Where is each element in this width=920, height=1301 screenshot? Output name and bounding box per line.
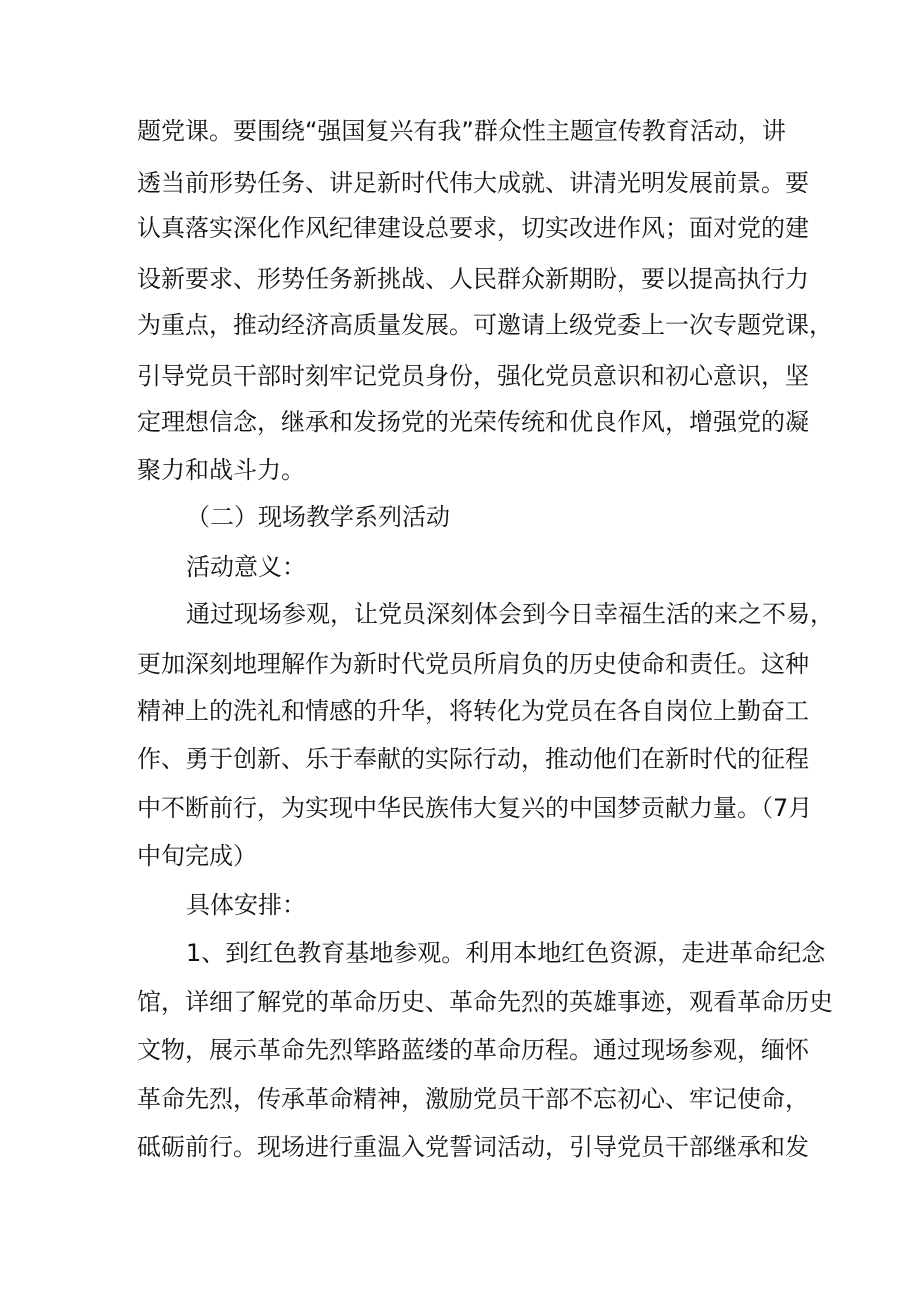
- section-heading: （二）现场教学系列活动: [186, 503, 450, 531]
- paragraph-line: 聚力和战斗力。: [137, 456, 305, 484]
- paragraph-line: 馆，详细了解党的革命历史、革命先烈的英雄事迹，观看革命历史: [137, 988, 833, 1016]
- paragraph-line: 1、到红色教育基地参观。利用本地红色资源，走进革命纪念: [186, 939, 826, 967]
- paragraph-line: 中不断前行，为实现中华民族伟大复兴的中国梦贡献力量。（7月: [137, 794, 813, 822]
- paragraph-line: 通过现场参观，让党员深刻体会到今日幸福生活的来之不易，: [186, 600, 834, 628]
- subheading-arrangement: 具体安排：: [186, 891, 306, 919]
- paragraph-line: 砥砺前行。现场进行重温入党誓词活动，引导党员干部继承和发: [137, 1133, 809, 1161]
- paragraph-line: 定理想信念，继承和发扬党的光荣传统和优良作风，增强党的凝: [137, 408, 809, 436]
- paragraph-line: 更加深刻地理解作为新时代党员所肩负的历史使命和责任。这种: [137, 650, 809, 678]
- paragraph-line: 作、勇于创新、乐于奉献的实际行动，推动他们在新时代的征程: [137, 745, 809, 773]
- paragraph-line: 题党课。要围绕“强国复兴有我”群众性主题宣传教育活动，讲: [137, 117, 786, 145]
- paragraph-line: 革命先烈，传承革命精神，激励党员干部不忘初心、牢记使命，: [137, 1085, 809, 1113]
- paragraph-line: 引导党员干部时刻牢记党员身份，强化党员意识和初心意识，坚: [137, 362, 809, 390]
- paragraph-line: 设新要求、形势任务新挑战、人民群众新期盼，要以提高执行力: [137, 265, 809, 293]
- paragraph-line: 文物，展示革命先烈筚路蓝缕的革命历程。通过现场参观，缅怀: [137, 1036, 809, 1064]
- paragraph-line: 中旬完成）: [137, 842, 257, 870]
- paragraph-line: 透当前形势任务、讲足新时代伟大成就、讲清光明发展前景。要: [137, 169, 809, 197]
- subheading-significance: 活动意义：: [186, 553, 306, 581]
- paragraph-line: 为重点，推动经济高质量发展。可邀请上级党委上一次专题党课，: [137, 311, 833, 339]
- paragraph-line: 精神上的洗礼和情感的升华，将转化为党员在各自岗位上勤奋工: [137, 697, 809, 725]
- paragraph-line: 认真落实深化作风纪律建设总要求，切实改进作风；面对党的建: [137, 214, 809, 242]
